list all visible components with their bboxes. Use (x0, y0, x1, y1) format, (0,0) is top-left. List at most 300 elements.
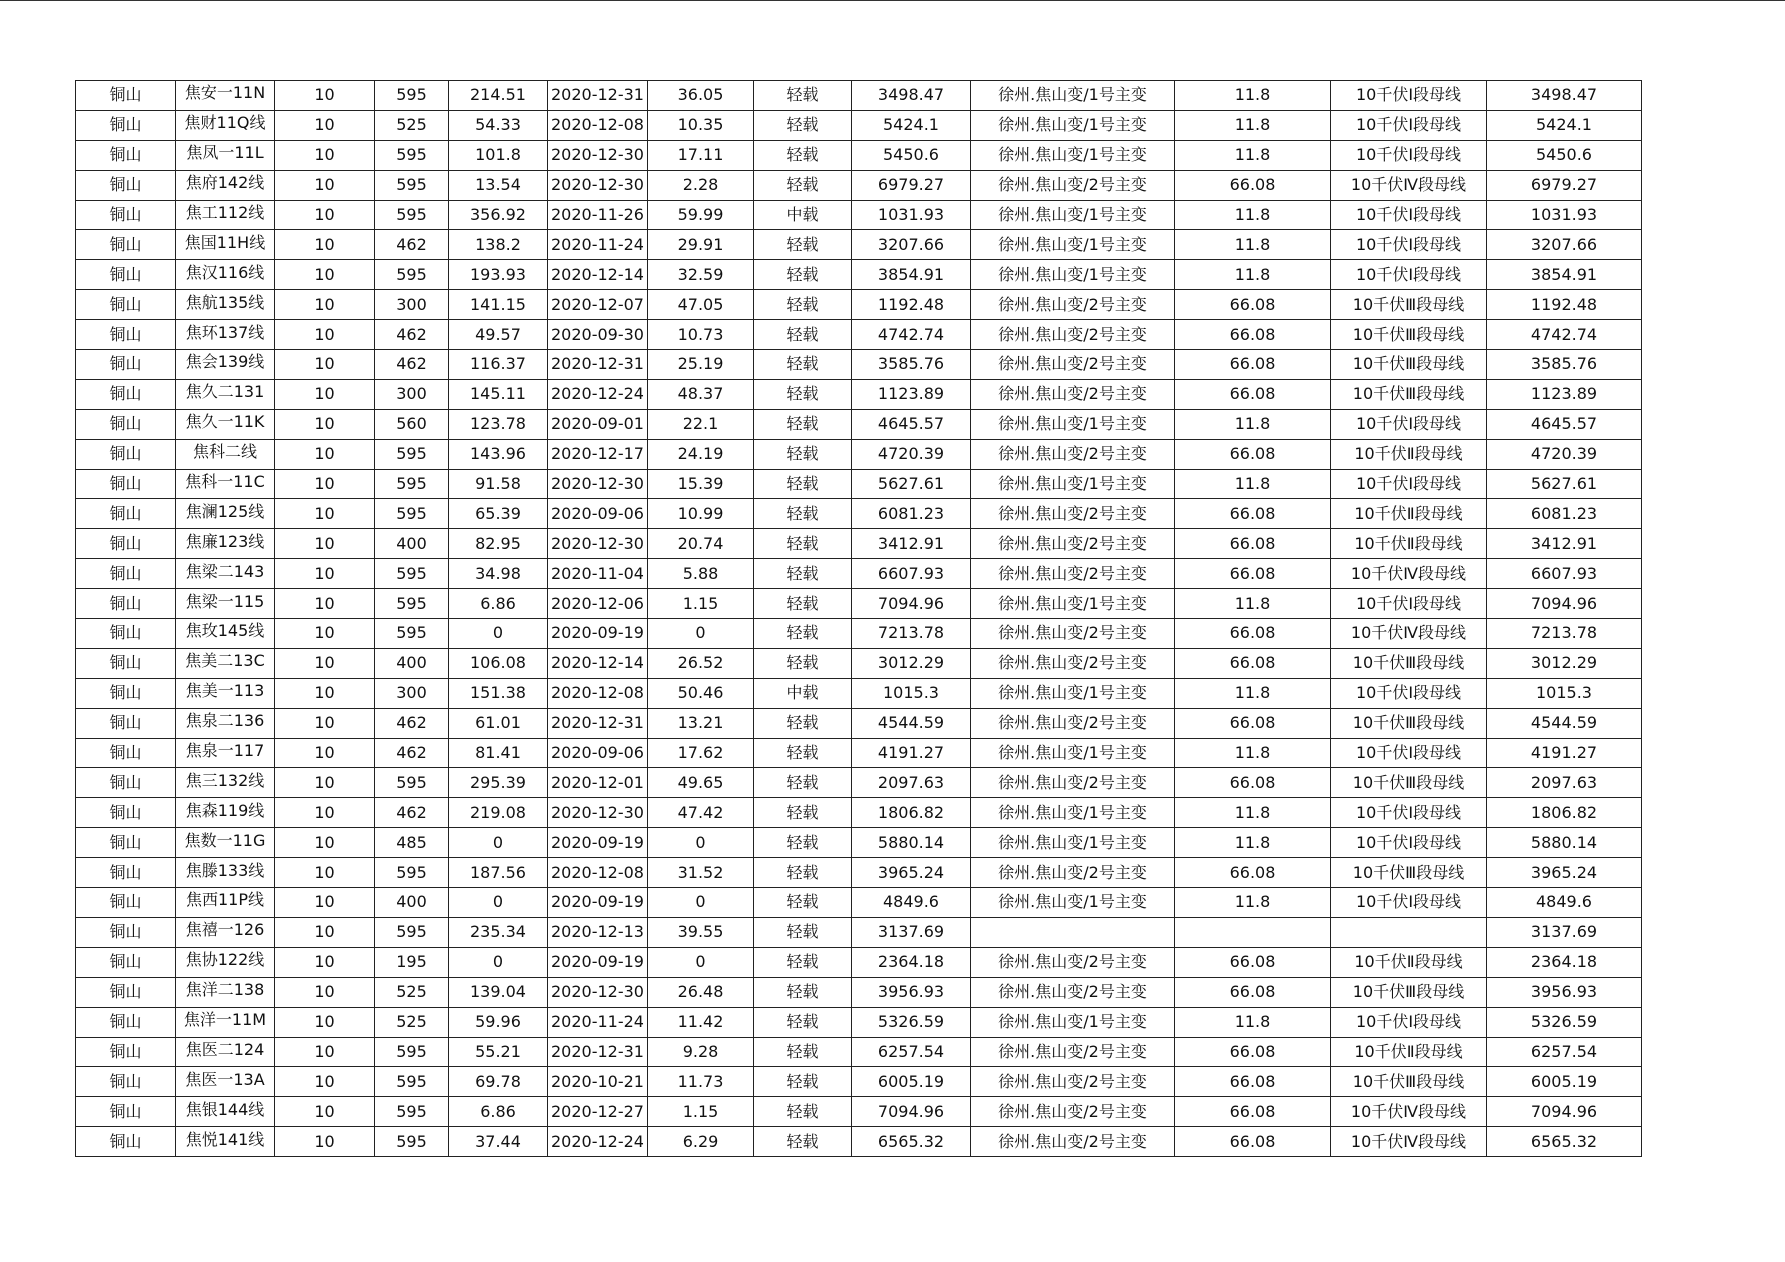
current-cell: 116.37 (449, 350, 548, 380)
line-name-text: 焦三132线 (185, 770, 265, 790)
available-capacity-cell: 2097.63 (852, 768, 971, 798)
line-name-cell (176, 947, 275, 977)
table-row (76, 708, 1642, 738)
load-rate-cell: 49.65 (648, 768, 754, 798)
line-name-cell (176, 469, 275, 499)
rated-current-cell: 595 (375, 768, 449, 798)
table-row (76, 619, 1642, 649)
line-name-text: 焦洋一11M (183, 1010, 267, 1030)
capacity-cell: 5880.14 (1487, 828, 1642, 858)
line-name-cell (176, 320, 275, 350)
available-capacity-cell: 6979.27 (852, 170, 971, 200)
line-name-text: 焦西11P线 (185, 890, 264, 910)
line-name-cell (176, 379, 275, 409)
date-cell: 2020-09-19 (548, 619, 648, 649)
transformer-cell: 徐州.焦山变/2号主变 (971, 858, 1175, 888)
available-capacity-cell: 3012.29 (852, 648, 971, 678)
transformer-cell: 徐州.焦山变/1号主变 (971, 260, 1175, 290)
voltage-cell: 10 (275, 648, 375, 678)
transformer-cell: 徐州.焦山变/2号主变 (971, 619, 1175, 649)
table-row (76, 917, 1642, 947)
date-cell: 2020-12-08 (548, 110, 648, 140)
busbar-cell: 10千伏Ⅰ段母线 (1331, 678, 1487, 708)
rated-current-cell: 400 (375, 529, 449, 559)
voltage-cell: 10 (275, 320, 375, 350)
load-status-cell: 轻载 (754, 350, 852, 380)
county-cell: 铜山 (76, 947, 176, 977)
table-row (76, 110, 1642, 140)
county-cell: 铜山 (76, 1097, 176, 1127)
current-cell: 37.44 (449, 1127, 548, 1157)
load-rate-cell: 0 (648, 947, 754, 977)
available-capacity-cell: 5627.61 (852, 469, 971, 499)
load-rate-cell: 22.1 (648, 409, 754, 439)
rated-current-cell: 595 (375, 858, 449, 888)
table-row (76, 290, 1642, 320)
transformer-cell: 徐州.焦山变/2号主变 (971, 529, 1175, 559)
line-name-text: 焦美二13C (185, 651, 265, 671)
load-rate-cell: 2.28 (648, 170, 754, 200)
transformer-load-cell: 66.08 (1175, 768, 1331, 798)
rated-current-cell: 595 (375, 170, 449, 200)
voltage-cell: 10 (275, 260, 375, 290)
available-capacity-cell: 6081.23 (852, 499, 971, 529)
load-status-cell: 轻载 (754, 917, 852, 947)
available-capacity-cell: 3498.47 (852, 81, 971, 111)
transformer-load-cell (1175, 917, 1331, 947)
county-cell: 铜山 (76, 469, 176, 499)
transformer-cell: 徐州.焦山变/2号主变 (971, 768, 1175, 798)
voltage-cell: 10 (275, 619, 375, 649)
load-rate-cell: 26.52 (648, 648, 754, 678)
capacity-cell: 6005.19 (1487, 1067, 1642, 1097)
table-row (76, 529, 1642, 559)
busbar-cell: 10千伏Ⅳ段母线 (1331, 170, 1487, 200)
line-name-text: 焦数一11G (184, 830, 266, 850)
date-cell: 2020-12-30 (548, 529, 648, 559)
line-name-cell (176, 708, 275, 738)
busbar-cell: 10千伏Ⅲ段母线 (1331, 708, 1487, 738)
voltage-cell: 10 (275, 170, 375, 200)
transformer-load-cell: 66.08 (1175, 170, 1331, 200)
rated-current-cell: 595 (375, 469, 449, 499)
load-status-cell: 中载 (754, 200, 852, 230)
table-row (76, 81, 1642, 111)
rated-current-cell: 400 (375, 648, 449, 678)
busbar-cell: 10千伏Ⅳ段母线 (1331, 1097, 1487, 1127)
voltage-cell: 10 (275, 379, 375, 409)
load-status-cell: 轻载 (754, 648, 852, 678)
date-cell: 2020-09-01 (548, 409, 648, 439)
line-name-text: 焦梁一115 (185, 591, 265, 611)
load-status-cell: 轻载 (754, 768, 852, 798)
capacity-cell: 3137.69 (1487, 917, 1642, 947)
load-status-cell: 中载 (754, 678, 852, 708)
line-name-cell (176, 260, 275, 290)
available-capacity-cell: 4720.39 (852, 439, 971, 469)
line-name-cell (176, 977, 275, 1007)
busbar-cell: 10千伏Ⅰ段母线 (1331, 828, 1487, 858)
load-rate-cell: 25.19 (648, 350, 754, 380)
rated-current-cell: 595 (375, 499, 449, 529)
current-cell: 193.93 (449, 260, 548, 290)
line-name-cell (176, 1037, 275, 1067)
transformer-cell: 徐州.焦山变/2号主变 (971, 499, 1175, 529)
line-name-cell (176, 828, 275, 858)
transformer-load-cell: 11.8 (1175, 110, 1331, 140)
available-capacity-cell: 5880.14 (852, 828, 971, 858)
line-name-text: 焦会139线 (185, 352, 265, 372)
rated-current-cell: 595 (375, 619, 449, 649)
busbar-cell: 10千伏Ⅲ段母线 (1331, 858, 1487, 888)
transformer-load-cell: 11.8 (1175, 409, 1331, 439)
busbar-cell: 10千伏Ⅰ段母线 (1331, 1007, 1487, 1037)
line-name-text: 焦银144线 (185, 1099, 265, 1119)
county-cell: 铜山 (76, 708, 176, 738)
rated-current-cell: 462 (375, 798, 449, 828)
rated-current-cell: 300 (375, 678, 449, 708)
date-cell: 2020-10-21 (548, 1067, 648, 1097)
load-rate-cell: 1.15 (648, 589, 754, 619)
transformer-cell: 徐州.焦山变/2号主变 (971, 708, 1175, 738)
table-row (76, 738, 1642, 768)
line-name-cell (176, 648, 275, 678)
date-cell: 2020-11-04 (548, 559, 648, 589)
capacity-cell: 5627.61 (1487, 469, 1642, 499)
rated-current-cell: 462 (375, 708, 449, 738)
rated-current-cell: 595 (375, 439, 449, 469)
date-cell: 2020-12-30 (548, 798, 648, 828)
transformer-cell: 徐州.焦山变/2号主变 (971, 439, 1175, 469)
date-cell: 2020-12-06 (548, 589, 648, 619)
busbar-cell: 10千伏Ⅰ段母线 (1331, 409, 1487, 439)
capacity-cell: 3854.91 (1487, 260, 1642, 290)
transformer-cell: 徐州.焦山变/2号主变 (971, 559, 1175, 589)
county-cell: 铜山 (76, 499, 176, 529)
voltage-cell: 10 (275, 977, 375, 1007)
table-row (76, 559, 1642, 589)
voltage-cell: 10 (275, 1067, 375, 1097)
current-cell: 34.98 (449, 559, 548, 589)
transformer-load-cell: 66.08 (1175, 320, 1331, 350)
date-cell: 2020-09-19 (548, 947, 648, 977)
load-status-cell: 轻载 (754, 888, 852, 918)
county-cell: 铜山 (76, 1127, 176, 1157)
transformer-cell: 徐州.焦山变/1号主变 (971, 409, 1175, 439)
table-row (76, 320, 1642, 350)
capacity-cell: 5424.1 (1487, 110, 1642, 140)
county-cell: 铜山 (76, 678, 176, 708)
table-row (76, 678, 1642, 708)
transformer-load-cell: 11.8 (1175, 1007, 1331, 1037)
busbar-cell: 10千伏Ⅲ段母线 (1331, 350, 1487, 380)
table-row (76, 768, 1642, 798)
transformer-cell: 徐州.焦山变/2号主变 (971, 648, 1175, 678)
date-cell: 2020-12-24 (548, 379, 648, 409)
transformer-cell: 徐州.焦山变/1号主变 (971, 469, 1175, 499)
available-capacity-cell: 7213.78 (852, 619, 971, 649)
busbar-cell: 10千伏Ⅰ段母线 (1331, 110, 1487, 140)
line-name-cell (176, 81, 275, 111)
table-row (76, 499, 1642, 529)
transformer-load-cell: 66.08 (1175, 379, 1331, 409)
load-rate-cell: 0 (648, 828, 754, 858)
date-cell: 2020-11-26 (548, 200, 648, 230)
line-name-cell (176, 678, 275, 708)
capacity-cell: 1806.82 (1487, 798, 1642, 828)
line-name-text: 焦工112线 (185, 203, 265, 222)
current-cell: 54.33 (449, 110, 548, 140)
load-rate-cell: 11.73 (648, 1067, 754, 1097)
current-cell: 0 (449, 828, 548, 858)
capacity-cell: 3412.91 (1487, 529, 1642, 559)
line-name-cell (176, 1097, 275, 1127)
available-capacity-cell: 3956.93 (852, 977, 971, 1007)
transformer-load-cell: 11.8 (1175, 798, 1331, 828)
current-cell: 6.86 (449, 1097, 548, 1127)
line-name-cell (176, 798, 275, 828)
line-name-text: 焦悦141线 (185, 1129, 265, 1149)
line-name-cell (176, 858, 275, 888)
load-status-cell: 轻载 (754, 1097, 852, 1127)
rated-current-cell: 525 (375, 977, 449, 1007)
voltage-cell: 10 (275, 1007, 375, 1037)
line-name-text: 焦久一11K (185, 412, 265, 432)
load-status-cell: 轻载 (754, 559, 852, 589)
transformer-load-cell: 66.08 (1175, 1127, 1331, 1157)
voltage-cell: 10 (275, 1127, 375, 1157)
line-name-text: 焦科二线 (192, 442, 257, 462)
date-cell: 2020-09-19 (548, 888, 648, 918)
county-cell: 铜山 (76, 798, 176, 828)
line-name-cell (176, 768, 275, 798)
available-capacity-cell: 1123.89 (852, 379, 971, 409)
county-cell: 铜山 (76, 738, 176, 768)
line-name-text: 焦汉116线 (185, 262, 265, 282)
date-cell: 2020-12-30 (548, 977, 648, 1007)
page-top-rule (0, 0, 1785, 1)
busbar-cell: 10千伏Ⅱ段母线 (1331, 1037, 1487, 1067)
load-status-cell: 轻载 (754, 110, 852, 140)
load-status-cell: 轻载 (754, 290, 852, 320)
line-name-cell (176, 230, 275, 260)
voltage-cell: 10 (275, 678, 375, 708)
transformer-load-cell: 11.8 (1175, 81, 1331, 111)
table-row (76, 200, 1642, 230)
current-cell: 187.56 (449, 858, 548, 888)
busbar-cell: 10千伏Ⅰ段母线 (1331, 469, 1487, 499)
current-cell: 235.34 (449, 917, 548, 947)
transformer-load-cell: 11.8 (1175, 200, 1331, 230)
table-row (76, 828, 1642, 858)
current-cell: 219.08 (449, 798, 548, 828)
current-cell: 138.2 (449, 230, 548, 260)
busbar-cell (1331, 917, 1487, 947)
transformer-cell: 徐州.焦山变/2号主变 (971, 320, 1175, 350)
transformer-cell (971, 917, 1175, 947)
available-capacity-cell: 3137.69 (852, 917, 971, 947)
voltage-cell: 10 (275, 110, 375, 140)
transformer-cell: 徐州.焦山变/1号主变 (971, 798, 1175, 828)
transformer-load-cell: 66.08 (1175, 619, 1331, 649)
table-row (76, 858, 1642, 888)
load-status-cell: 轻载 (754, 1127, 852, 1157)
transformer-cell: 徐州.焦山变/2号主变 (971, 1037, 1175, 1067)
line-name-text: 焦泉一117 (185, 741, 265, 761)
load-rate-cell: 26.48 (648, 977, 754, 1007)
line-name-cell (176, 1067, 275, 1097)
date-cell: 2020-09-30 (548, 320, 648, 350)
load-status-cell: 轻载 (754, 379, 852, 409)
county-cell: 铜山 (76, 619, 176, 649)
available-capacity-cell: 5326.59 (852, 1007, 971, 1037)
load-rate-cell: 17.62 (648, 738, 754, 768)
capacity-cell: 4544.59 (1487, 708, 1642, 738)
transformer-load-cell: 11.8 (1175, 828, 1331, 858)
rated-current-cell: 300 (375, 290, 449, 320)
transformer-load-cell: 66.08 (1175, 858, 1331, 888)
line-name-cell (176, 529, 275, 559)
transformer-cell: 徐州.焦山变/1号主变 (971, 230, 1175, 260)
load-status-cell: 轻载 (754, 858, 852, 888)
voltage-cell: 10 (275, 828, 375, 858)
capacity-cell: 4742.74 (1487, 320, 1642, 350)
table-row (76, 409, 1642, 439)
load-rate-cell: 47.05 (648, 290, 754, 320)
available-capacity-cell: 3854.91 (852, 260, 971, 290)
available-capacity-cell: 1192.48 (852, 290, 971, 320)
county-cell: 铜山 (76, 379, 176, 409)
capacity-cell: 1123.89 (1487, 379, 1642, 409)
transformer-load-cell: 11.8 (1175, 260, 1331, 290)
current-cell: 106.08 (449, 648, 548, 678)
line-name-cell (176, 917, 275, 947)
table-row (76, 648, 1642, 678)
current-cell: 143.96 (449, 439, 548, 469)
line-name-text: 焦廉123线 (185, 531, 265, 551)
available-capacity-cell: 5424.1 (852, 110, 971, 140)
current-cell: 55.21 (449, 1037, 548, 1067)
line-name-text: 焦梁二143 (185, 561, 265, 581)
date-cell: 2020-12-07 (548, 290, 648, 320)
transformer-cell: 徐州.焦山变/2号主变 (971, 1067, 1175, 1097)
capacity-cell: 3498.47 (1487, 81, 1642, 111)
load-status-cell: 轻载 (754, 439, 852, 469)
county-cell: 铜山 (76, 917, 176, 947)
current-cell: 356.92 (449, 200, 548, 230)
current-cell: 151.38 (449, 678, 548, 708)
voltage-cell: 10 (275, 589, 375, 619)
voltage-cell: 10 (275, 738, 375, 768)
busbar-cell: 10千伏Ⅰ段母线 (1331, 260, 1487, 290)
current-cell: 13.54 (449, 170, 548, 200)
voltage-cell: 10 (275, 439, 375, 469)
county-cell: 铜山 (76, 977, 176, 1007)
transformer-load-cell: 11.8 (1175, 589, 1331, 619)
line-name-text: 焦协122线 (185, 950, 265, 970)
capacity-cell: 3012.29 (1487, 648, 1642, 678)
county-cell: 铜山 (76, 529, 176, 559)
transformer-load-cell: 66.08 (1175, 290, 1331, 320)
date-cell: 2020-09-06 (548, 738, 648, 768)
line-name-text: 焦久二131 (185, 382, 265, 402)
transformer-load-cell: 11.8 (1175, 140, 1331, 170)
current-cell: 123.78 (449, 409, 548, 439)
table-body (76, 81, 1642, 1157)
table-row (76, 977, 1642, 1007)
line-name-cell (176, 200, 275, 230)
load-status-cell: 轻载 (754, 409, 852, 439)
date-cell: 2020-11-24 (548, 230, 648, 260)
load-rate-cell: 39.55 (648, 917, 754, 947)
transformer-load-cell: 66.08 (1175, 439, 1331, 469)
table-row (76, 1007, 1642, 1037)
county-cell: 铜山 (76, 1067, 176, 1097)
load-rate-cell: 59.99 (648, 200, 754, 230)
county-cell: 铜山 (76, 768, 176, 798)
county-cell: 铜山 (76, 81, 176, 111)
transformer-cell: 徐州.焦山变/1号主变 (971, 828, 1175, 858)
capacity-cell: 5450.6 (1487, 140, 1642, 170)
voltage-cell: 10 (275, 559, 375, 589)
voltage-cell: 10 (275, 708, 375, 738)
rated-current-cell: 595 (375, 260, 449, 290)
transformer-cell: 徐州.焦山变/2号主变 (971, 1097, 1175, 1127)
transformer-cell: 徐州.焦山变/2号主变 (971, 170, 1175, 200)
line-name-text: 焦玫145线 (185, 621, 265, 641)
voltage-cell: 10 (275, 499, 375, 529)
capacity-cell: 1031.93 (1487, 200, 1642, 230)
rated-current-cell: 595 (375, 1097, 449, 1127)
available-capacity-cell: 3585.76 (852, 350, 971, 380)
line-name-cell (176, 110, 275, 140)
busbar-cell: 10千伏Ⅰ段母线 (1331, 888, 1487, 918)
line-name-cell (176, 290, 275, 320)
transformer-cell: 徐州.焦山变/2号主变 (971, 379, 1175, 409)
line-name-text: 焦医二124 (185, 1039, 265, 1059)
date-cell: 2020-12-24 (548, 1127, 648, 1157)
voltage-cell: 10 (275, 81, 375, 111)
date-cell: 2020-12-31 (548, 708, 648, 738)
date-cell: 2020-12-13 (548, 917, 648, 947)
load-status-cell: 轻载 (754, 1037, 852, 1067)
line-name-text: 焦澜125线 (185, 501, 265, 521)
county-cell: 铜山 (76, 260, 176, 290)
line-name-text: 焦森119线 (185, 800, 265, 820)
date-cell: 2020-11-24 (548, 1007, 648, 1037)
current-cell: 295.39 (449, 768, 548, 798)
available-capacity-cell: 6257.54 (852, 1037, 971, 1067)
load-status-cell: 轻载 (754, 81, 852, 111)
busbar-cell: 10千伏Ⅳ段母线 (1331, 1127, 1487, 1157)
line-name-cell (176, 170, 275, 200)
line-name-cell (176, 499, 275, 529)
rated-current-cell: 560 (375, 409, 449, 439)
transformer-load-cell: 11.8 (1175, 888, 1331, 918)
busbar-cell: 10千伏Ⅰ段母线 (1331, 738, 1487, 768)
capacity-cell: 1015.3 (1487, 678, 1642, 708)
load-status-cell: 轻载 (754, 738, 852, 768)
load-rate-cell: 11.42 (648, 1007, 754, 1037)
rated-current-cell: 462 (375, 350, 449, 380)
load-rate-cell: 15.39 (648, 469, 754, 499)
transformer-load-cell: 66.08 (1175, 1067, 1331, 1097)
rated-current-cell: 595 (375, 140, 449, 170)
capacity-cell: 5326.59 (1487, 1007, 1642, 1037)
available-capacity-cell: 6565.32 (852, 1127, 971, 1157)
transformer-load-cell: 66.08 (1175, 648, 1331, 678)
voltage-cell: 10 (275, 350, 375, 380)
